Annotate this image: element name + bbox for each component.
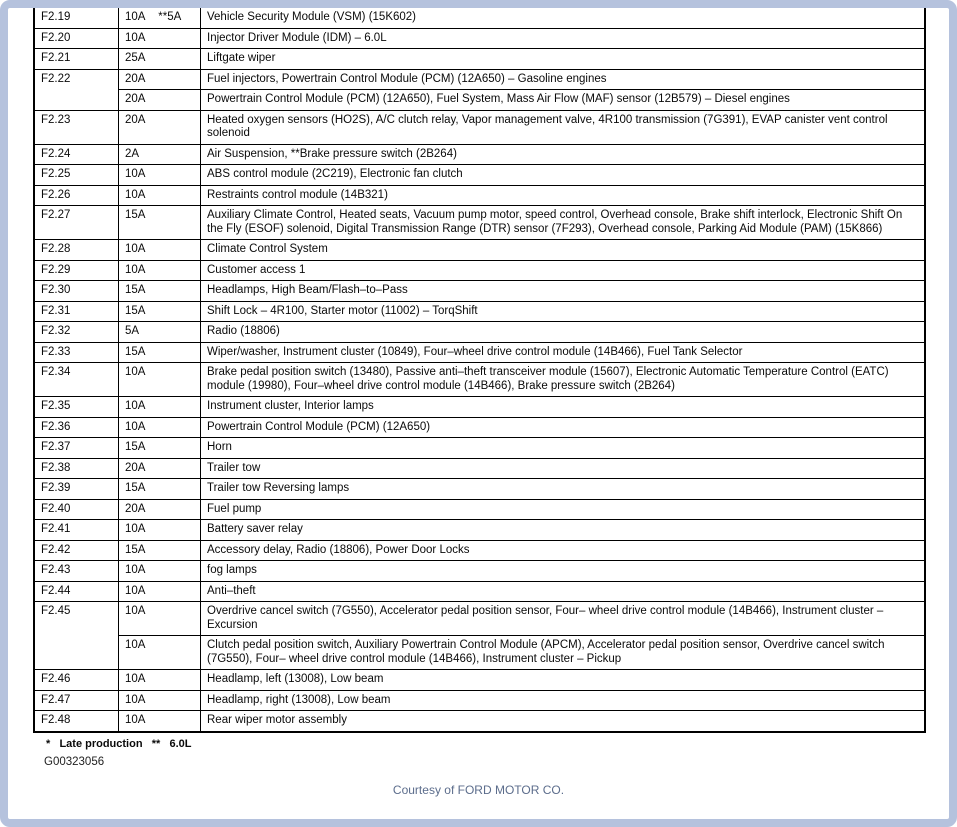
amperage-cell: 10A (119, 561, 201, 582)
description-cell: Clutch pedal position switch, Auxiliary Powertrain Control Module (APCM), Accelerator pedal position sensor, Overdrive cancel switch (7G550), Four– wheel drive control module (14B466), Instrument cluster – Pickup (201, 636, 926, 670)
amperage-cell: 20A (119, 458, 201, 479)
table-row (34, 581, 925, 602)
table-row (34, 144, 925, 165)
description-cell: Anti–theft (201, 581, 926, 602)
fuse-id-cell: F2.36 (34, 417, 119, 438)
fuse-id-cell: F2.33 (34, 342, 119, 363)
table-row (34, 458, 925, 479)
amperage-cell: 10A (119, 185, 201, 206)
fuse-id-cell: F2.24 (34, 144, 119, 165)
description-cell: ABS control module (2C219), Electronic fan clutch (201, 165, 926, 186)
figure-id: G00323056 (44, 755, 105, 768)
amperage-cell: 2A (119, 144, 201, 165)
fuse-id-cell: F2.40 (34, 499, 119, 520)
amperage-cell: 20A (119, 69, 201, 90)
fuse-id-cell: F2.26 (34, 185, 119, 206)
amperage-cell: 15A (119, 438, 201, 459)
description-cell: Instrument cluster, Interior lamps (201, 397, 926, 418)
description-cell: Headlamp, left (13008), Low beam (201, 670, 926, 691)
description-cell: Air Suspension, **Brake pressure switch (2B264) (201, 144, 926, 165)
fuse-id-cell: F2.19 (34, 7, 119, 28)
amperage-cell: 10A (119, 581, 201, 602)
amperage-cell: 20A (119, 499, 201, 520)
table-row (34, 322, 925, 343)
description-cell: Heated oxygen sensors (HO2S), A/C clutch relay, Vapor management valve, 4R100 transmission (7G391), EVAP canister vent control solenoid (201, 110, 926, 144)
description-cell: Trailer tow (201, 458, 926, 479)
fuse-id-cell: F2.35 (34, 397, 119, 418)
fuse-table (33, 6, 926, 733)
fuse-id-cell: F2.42 (34, 540, 119, 561)
amperage-cell: 10A (119, 397, 201, 418)
amperage-cell: 10A (119, 690, 201, 711)
table-row (34, 397, 925, 418)
fuse-id-cell: F2.29 (34, 260, 119, 281)
description-cell: Powertrain Control Module (PCM) (12A650) (201, 417, 926, 438)
fuse-id-cell: F2.23 (34, 110, 119, 144)
fuse-id-cell: F2.30 (34, 281, 119, 302)
table-row (34, 301, 925, 322)
amperage-cell: 10A (119, 165, 201, 186)
fuse-id-cell: F2.25 (34, 165, 119, 186)
description-cell: Fuel injectors, Powertrain Control Module (PCM) (12A650) – Gasoline engines (201, 69, 926, 90)
document-page (8, 6, 949, 817)
description-cell: Battery saver relay (201, 520, 926, 541)
amperage-cell: 25A (119, 49, 201, 70)
description-cell: Customer access 1 (201, 260, 926, 281)
amperage-cell: 10A (119, 240, 201, 261)
table-row (34, 520, 925, 541)
fuse-id-cell: F2.46 (34, 670, 119, 691)
fuse-id-cell: F2.34 (34, 363, 119, 397)
fuse-id-cell: F2.20 (34, 28, 119, 49)
description-cell: Liftgate wiper (201, 49, 926, 70)
description-cell: Headlamps, High Beam/Flash–to–Pass (201, 281, 926, 302)
fuse-id-cell: F2.31 (34, 301, 119, 322)
amperage-cell: 5A (119, 322, 201, 343)
amperage-cell: 10A **5A (119, 7, 201, 28)
table-row (34, 363, 925, 397)
amperage-cell: 15A (119, 479, 201, 500)
table-row (34, 636, 925, 670)
table-row (34, 602, 925, 636)
description-cell: Shift Lock – 4R100, Starter motor (11002) – TorqShift (201, 301, 926, 322)
fuse-id-cell: F2.41 (34, 520, 119, 541)
amperage-cell: 15A (119, 281, 201, 302)
description-cell: Fuel pump (201, 499, 926, 520)
description-cell: Restraints control module (14B321) (201, 185, 926, 206)
table-row (34, 185, 925, 206)
description-cell: Vehicle Security Module (VSM) (15K602) (201, 7, 926, 28)
table-row (34, 540, 925, 561)
table-row (34, 49, 925, 70)
table-row (34, 342, 925, 363)
table-row (34, 90, 925, 111)
description-cell: Horn (201, 438, 926, 459)
table-row (34, 479, 925, 500)
description-cell: fog lamps (201, 561, 926, 582)
description-cell: Accessory delay, Radio (18806), Power Door Locks (201, 540, 926, 561)
amperage-cell: 15A (119, 206, 201, 240)
fuse-id-cell: F2.22 (34, 69, 119, 110)
fuse-id-cell: F2.47 (34, 690, 119, 711)
table-row (34, 206, 925, 240)
table-row (34, 69, 925, 90)
table-row (34, 28, 925, 49)
fuse-id-cell: F2.21 (34, 49, 119, 70)
description-cell: Headlamp, right (13008), Low beam (201, 690, 926, 711)
amperage-cell: 10A (119, 636, 201, 670)
courtesy-line: Courtesy of FORD MOTOR CO. (392, 783, 565, 797)
description-cell: Auxiliary Climate Control, Heated seats, Vacuum pump motor, speed control, Overhead console, Brake shift interlock, Electronic Shift On the Fly (ESOF) solenoid, Digital Transmission Range (DTR) sensor (7F293), Overhead console, Parking Aid Module (PAM) (15K866) (201, 206, 926, 240)
description-cell: Overdrive cancel switch (7G550), Accelerator pedal position sensor, Four– wheel drive control module (14B466), Instrument cluster – Excursion (201, 602, 926, 636)
fuse-id-cell: F2.32 (34, 322, 119, 343)
description-cell: Wiper/washer, Instrument cluster (10849), Four–wheel drive control module (14B466), Fuel Tank Selector (201, 342, 926, 363)
amperage-cell: 15A (119, 540, 201, 561)
table-row (34, 110, 925, 144)
description-cell: Injector Driver Module (IDM) – 6.0L (201, 28, 926, 49)
fuse-table-body (34, 7, 925, 732)
amperage-cell: 10A (119, 520, 201, 541)
fuse-id-cell: F2.28 (34, 240, 119, 261)
table-row (34, 561, 925, 582)
amperage-cell: 15A (119, 342, 201, 363)
table-row (34, 438, 925, 459)
amperage-cell: 20A (119, 110, 201, 144)
table-row (34, 711, 925, 732)
fuse-id-cell: F2.48 (34, 711, 119, 732)
fuse-id-cell: F2.39 (34, 479, 119, 500)
description-cell: Trailer tow Reversing lamps (201, 479, 926, 500)
table-row (34, 690, 925, 711)
amperage-cell: 10A (119, 417, 201, 438)
table-row (34, 7, 925, 28)
table-row (34, 260, 925, 281)
amperage-cell: 10A (119, 260, 201, 281)
table-row (34, 165, 925, 186)
footnote: * Late production ** 6.0L (46, 737, 192, 750)
table-row (34, 499, 925, 520)
table-row (34, 417, 925, 438)
table-row (34, 670, 925, 691)
fuse-id-cell: F2.43 (34, 561, 119, 582)
amperage-cell: 20A (119, 90, 201, 111)
fuse-id-cell: F2.45 (34, 602, 119, 670)
amperage-cell: 10A (119, 602, 201, 636)
table-row (34, 281, 925, 302)
amperage-cell: 10A (119, 363, 201, 397)
fuse-id-cell: F2.38 (34, 458, 119, 479)
amperage-cell: 10A (119, 28, 201, 49)
description-cell: Climate Control System (201, 240, 926, 261)
table-row (34, 240, 925, 261)
fuse-id-cell: F2.37 (34, 438, 119, 459)
description-cell: Rear wiper motor assembly (201, 711, 926, 732)
description-cell: Powertrain Control Module (PCM) (12A650), Fuel System, Mass Air Flow (MAF) sensor (12B579) – Diesel engines (201, 90, 926, 111)
amperage-cell: 15A (119, 301, 201, 322)
fuse-id-cell: F2.27 (34, 206, 119, 240)
description-cell: Brake pedal position switch (13480), Passive anti–theft transceiver module (15607), Electronic Automatic Temperature Control (EATC) module (19980), Four–wheel drive control module (14B466), Brake pressure switch (2B264) (201, 363, 926, 397)
description-cell: Radio (18806) (201, 322, 926, 343)
amperage-cell: 10A (119, 670, 201, 691)
fuse-id-cell: F2.44 (34, 581, 119, 602)
amperage-cell: 10A (119, 711, 201, 732)
